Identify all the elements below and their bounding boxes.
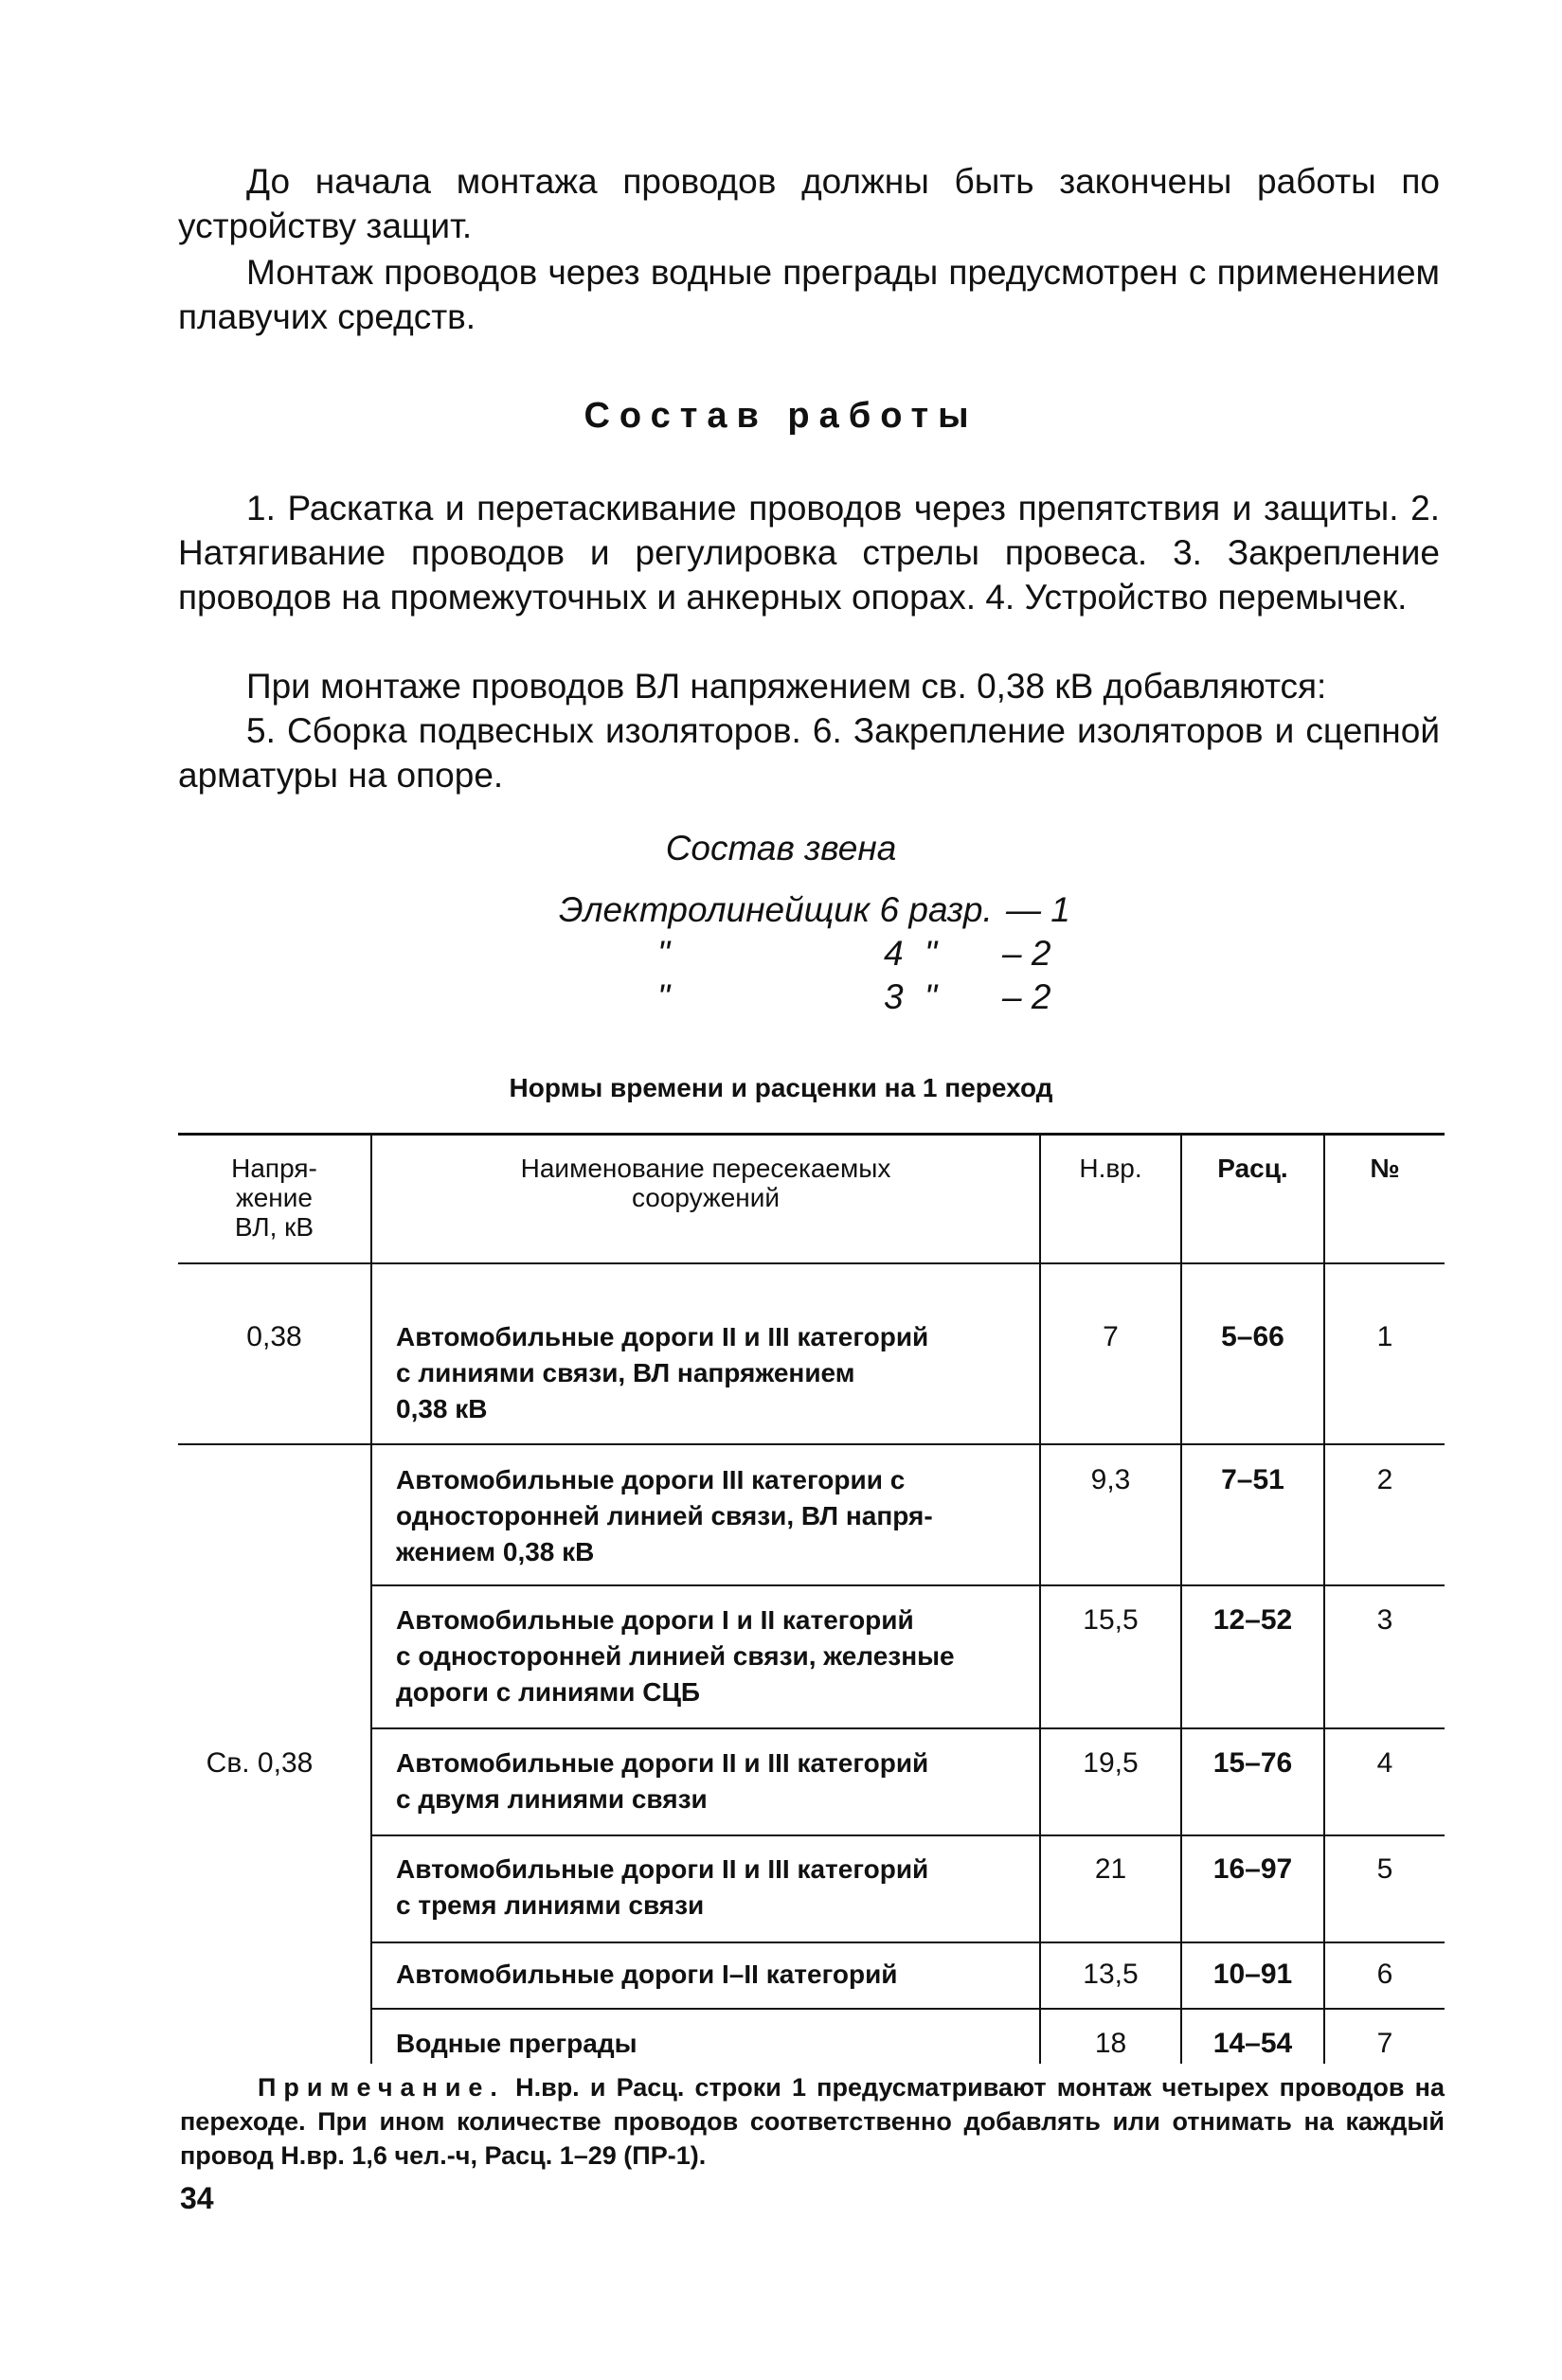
table-row-5-num: 5: [1376, 1853, 1393, 1885]
col-rule-4: [1323, 1133, 1325, 2064]
table-row-4-num: 4: [1376, 1747, 1393, 1779]
table-row-7-desc: Водные преграды: [396, 2029, 637, 2058]
row-rule-2: [371, 1584, 1445, 1586]
table-row-3-time: 15,5: [1083, 1604, 1139, 1636]
voltage-group-1: 0,38: [246, 1321, 302, 1352]
intro-paragraph-2: [178, 250, 1440, 339]
table-row-7-rate: 14–54: [1212, 2028, 1293, 2059]
work-paragraph-1: [178, 486, 1440, 619]
table-row-6-time: 13,5: [1083, 1959, 1139, 1990]
group-divider-rule: [178, 1443, 1445, 1445]
row-rule-4: [371, 1834, 1445, 1836]
voltage-group-2: Св. 0,38: [206, 1747, 314, 1779]
crew-line-2-count: – 2: [1002, 934, 1051, 973]
table-note: [180, 2070, 1445, 2173]
table-row-3-desc: Автомобильные дороги I и II категорий с односторонней линией связи, железные дороги с линиями СЦБ: [396, 1605, 955, 1707]
work-text-2: При монтаже проводов ВЛ напряжением св. 0,38 кВ добавляются:: [246, 667, 1327, 706]
header-name: Наименование пересекаемых сооружений: [520, 1154, 891, 1212]
crew-line-1-count: — 1: [1006, 890, 1070, 929]
table-row-2-num: 2: [1376, 1464, 1393, 1495]
col-rule-1: [370, 1133, 372, 2064]
row-rule-6: [371, 2008, 1445, 2010]
table-header-rule: [178, 1262, 1445, 1264]
crew-line-2-grade: 4: [884, 934, 904, 973]
crew-line-2-ditto: ": [657, 934, 671, 973]
intro-text-2: Монтаж проводов через водные преграды предусмотрен с применением плавучих средств.: [178, 253, 1440, 336]
note-text: Н.вр. и Расц. строки 1 предусматривают монтаж четырех проводов на переходе. При ином количестве проводов соответственно добавлять или отнимать на каждый провод Н.вр. 1,6 чел.-ч, Расц. 1–29 (ПР-1).: [180, 2073, 1445, 2170]
table-row-5-time: 21: [1094, 1853, 1127, 1885]
header-voltage: Напря- жение ВЛ, кВ: [231, 1154, 317, 1242]
crew-line-3-ditto: ": [657, 977, 671, 1016]
table-row-4-desc: Автомобильные дороги II и III категорий с двумя линиями связи: [396, 1748, 929, 1814]
header-num: №: [1370, 1154, 1400, 1183]
intro-text-1: До начала монтажа проводов должны быть закончены работы по устройству защит.: [178, 162, 1440, 245]
note-label: Примечание.: [258, 2073, 505, 2102]
work-text-1: 1. Раскатка и перетаскивание проводов через препятствия и защиты. 2. Натягивание проводов и регулировка стрелы провеса. 3. Закрепление проводов на промежуточных и анкерных опорах. 4. Устройство перемычек.: [178, 489, 1440, 617]
header-rate: Расц.: [1217, 1154, 1288, 1183]
table-row-7-time: 18: [1094, 2028, 1127, 2059]
table-caption: Нормы времени и расценки на 1 переход: [509, 1073, 1053, 1102]
table-row-1-desc: Автомобильные дороги II и III категорий с линиями связи, ВЛ напряжением 0,38 кВ: [396, 1322, 929, 1423]
col-rule-2: [1039, 1133, 1041, 2064]
table-top-rule: [178, 1133, 1445, 1136]
work-heading: Состав работы: [584, 396, 978, 436]
table-row-7-num: 7: [1376, 2028, 1393, 2059]
row-rule-5: [371, 1942, 1445, 1943]
intro-paragraph-1: [178, 159, 1440, 248]
crew-line-3-count: – 2: [1002, 977, 1051, 1016]
table-row-6-desc: Автомобильные дороги I–II категорий: [396, 1959, 898, 1989]
crew-title: Состав звена: [665, 829, 897, 868]
table-row-3-num: 3: [1376, 1604, 1393, 1636]
table-row-2-time: 9,3: [1090, 1464, 1131, 1495]
table-row-5-rate: 16–97: [1212, 1853, 1293, 1885]
page-number: 34: [180, 2181, 214, 2215]
table-row-4-rate: 15–76: [1212, 1747, 1293, 1779]
crew-line-1-role: Электролинейщик 6 разр.: [559, 890, 993, 929]
crew-line-2-ditto-2: ": [925, 934, 938, 973]
table-row-1-time: 7: [1103, 1321, 1119, 1352]
crew-line-3-ditto-2: ": [925, 977, 938, 1016]
col-rule-3: [1180, 1133, 1182, 2064]
work-paragraph-2: [178, 664, 1440, 708]
table-row-5-desc: Автомобильные дороги II и III категорий с тремя линиями связи: [396, 1854, 929, 1920]
row-rule-3: [371, 1727, 1445, 1729]
crew-line-3-grade: 3: [884, 977, 904, 1016]
table-row-1-rate: 5–66: [1221, 1321, 1284, 1352]
table-row-1-num: 1: [1376, 1321, 1393, 1352]
table-row-6-num: 6: [1376, 1959, 1393, 1990]
header-time: Н.вр.: [1079, 1154, 1142, 1183]
work-text-3: 5. Сборка подвесных изоляторов. 6. Закрепление изоляторов и сцепной арматуры на опоре.: [178, 711, 1440, 795]
table-row-6-rate: 10–91: [1212, 1959, 1293, 1990]
table-row-2-rate: 7–51: [1221, 1464, 1284, 1495]
table-row-4-time: 19,5: [1083, 1747, 1139, 1779]
work-paragraph-3: [178, 708, 1440, 797]
table-row-2-desc: Автомобильные дороги III категории с односторонней линией связи, ВЛ напря- жением 0,38 кВ: [396, 1465, 933, 1566]
table-row-3-rate: 12–52: [1212, 1604, 1293, 1636]
